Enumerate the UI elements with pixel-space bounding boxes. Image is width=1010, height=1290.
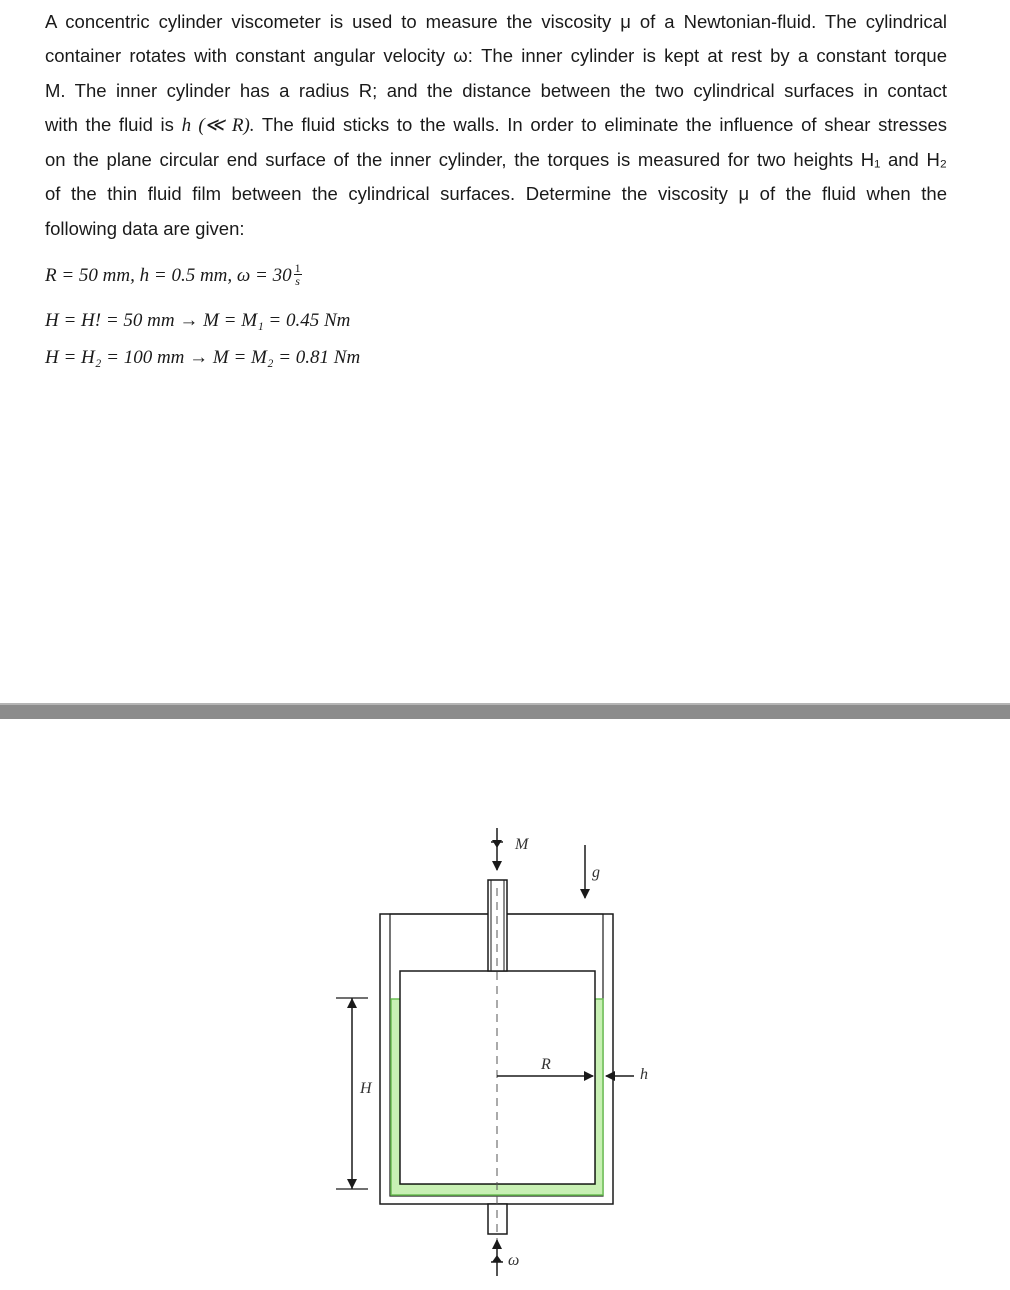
unit-fraction [294,262,302,287]
torque-arrow-second-head [492,840,502,848]
label-radius: R [541,1056,551,1073]
problem-line-4-end: The fluid sticks to the walls. In order to eliminate the influence of shear stresses [261,113,948,135]
unit-fraction-denominator: s [295,274,300,288]
label-gravity: g [592,864,600,881]
problem-line-1: A concentric cylinder viscometer is used to measure the viscosity μ of a Newtonian-fluid. The cylindrical [45,11,947,32]
viscometer-diagram [0,800,1010,1290]
page-divider-edge [0,703,1010,705]
viscometer-diagram-svg [0,800,1010,1290]
equation-height-1 [45,310,350,332]
label-torque: M [515,836,529,853]
problem-line-2: container rotates with constant angular velocity ω: The inner cylinder is kept at rest by a constant torque [45,45,947,67]
problem-line-3: M. The inner cylinder has a radius R; and the distance between the two cylindrical surfaces in contact [45,79,947,101]
label-height: H [360,1080,372,1097]
problem-line-4 [45,108,947,143]
label-omega: ω [508,1252,520,1269]
inline-math-h: h (≪ R). [181,114,255,136]
equation-height-2 [45,347,360,369]
page-divider [0,703,1010,719]
problem-line-7: following data are given: [45,217,245,239]
equation-given-values-text: R = 50 mm, h = 0.5 mm, ω = 30 [45,264,292,286]
height-arrow-top [347,998,357,1008]
unit-fraction-numerator: 1 [294,261,301,275]
problem-line-6: of the thin fluid film between the cylindrical surfaces. Determine the viscosity μ of the fluid when the [45,183,947,205]
label-gap-h: h [640,1066,648,1083]
problem-line-5: on the plane circular end surface of the inner cylinder, the torques is measured for two heights H₁ and H₂ [45,149,947,171]
equation-height-1-text: H = H! = 50 mm → M = M₁ = 0.45 Nm [45,310,351,331]
equation-given-values [45,261,302,289]
omega-arrow-second-head [492,1255,502,1262]
equation-height-2-text: H = H₂ = 100 mm → M = M₂ = 0.81 Nm [45,347,361,368]
problem-statement [45,5,947,246]
problem-line-4-start: with the fluid is [45,113,174,135]
height-arrow-bottom [347,1179,357,1189]
